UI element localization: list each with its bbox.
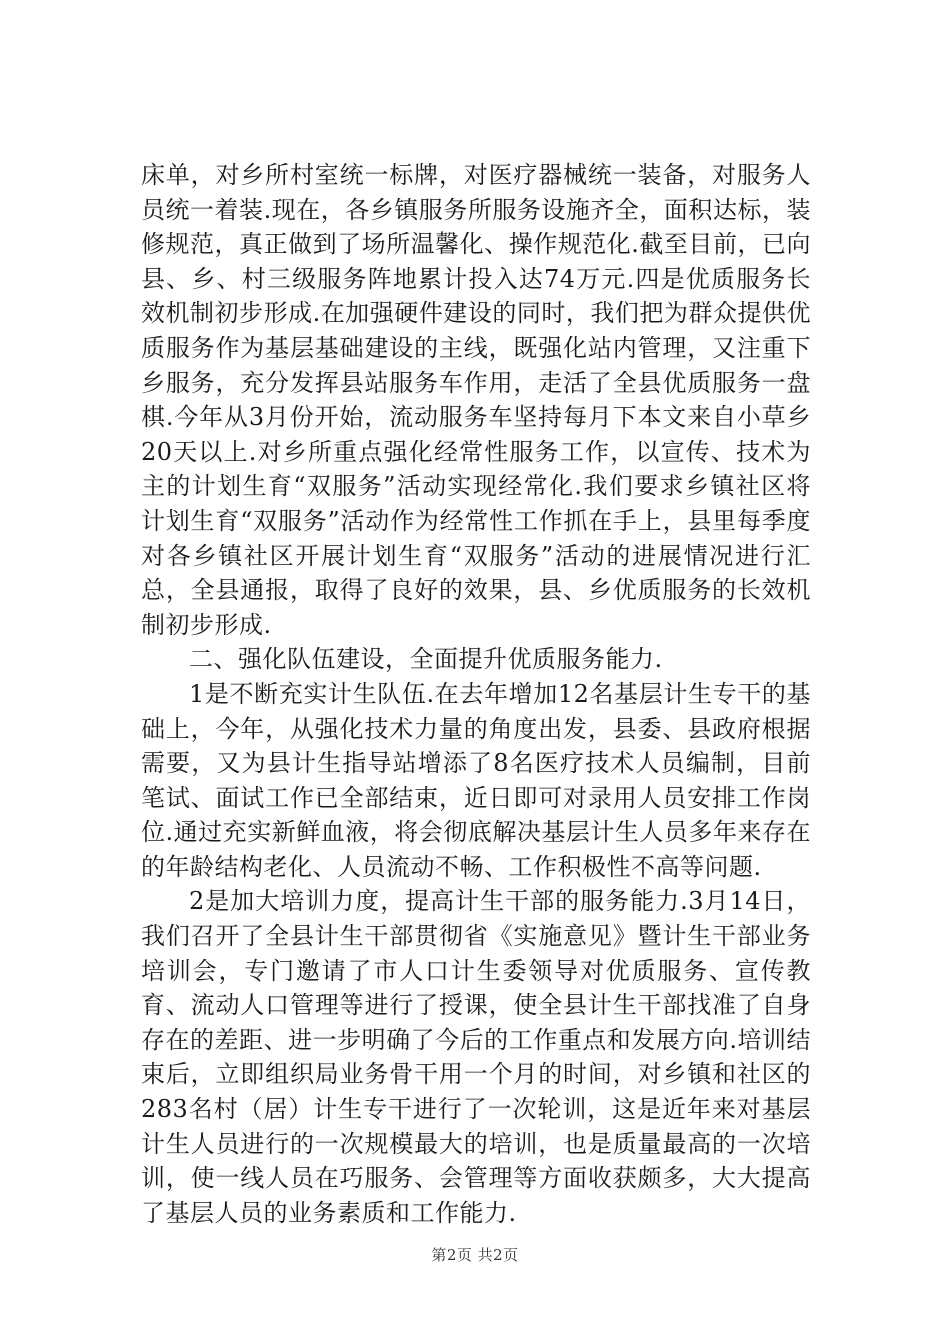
paragraph-4: 2是加大培训力度，提高计生干部的服务能力.3月14日，我们召开了全县计生干部贯彻省《实施意见》暨计生干部业务培训会，专门邀请了市人口计生委领导对优质服务、宣传教育、流动人口管理等进行了授课，使全县计生干部找准了自身存在的差距、进一步明确了今后的工作重点和发展方向.培训结束后，立即组织局业务骨干用一个月的时间，对乡镇和社区的283名村（居）计生专干进行了一次轮训，这是近年来对基层计生人员进行的一次规模最大的培训，也是质量最高的一次培训，使一线人员在巧服务、会管理等方面收获颇多，大大提高了基层人员的业务素质和工作能力. [141,887,811,1227]
document-body [141,158,811,1230]
paragraph-2-heading: 二、强化队伍建设，全面提升优质服务能力. [189,645,663,674]
paragraph-1: 床单，对乡所村室统一标牌，对医疗器械统一装备，对服务人员统一着装.现在，各乡镇服务所服务设施齐全，面积达标，装修规范，真正做到了场所温馨化、操作规范化.截至目前，已向县、乡、村三级服务阵地累计投入达74万元.四是优质服务长效机制初步形成.在加强硬件建设的同时，我们把为群众提供优质服务作为基层基础建设的主线，既强化站内管理，又注重下乡服务，充分发挥县站服务车作用，走活了全县优质服务一盘棋.今年从3月份开始，流动服务车坚持每月下本文来自小草乡20天以上.对乡所重点强化经常性服务工作，以宣传、技术为主的计划生育“双服务”活动实现经常化.我们要求乡镇社区将计划生育“双服务”活动作为经常性工作抓在手上，县里每季度对各乡镇社区开展计划生育“双服务”活动的进展情况进行汇总，全县通报，取得了良好的效果，县、乡优质服务的长效机制初步形成. [141,161,811,639]
page-footer: 第2页 共2页 [431,1246,519,1264]
paragraph-3: 1是不断充实计生队伍.在去年增加12名基层计生专干的基础上，今年，从强化技术力量的角度出发，县委、县政府根据需要，又为县计生指导站增添了8名医疗技术人员编制，目前笔试、面试工作已全部结束，近日即可对录用人员安排工作岗位.通过充实新鲜血液，将会彻底解决基层计生人员多年来存在的年龄结构老化、人员流动不畅、工作积极性不高等问题. [141,679,811,881]
